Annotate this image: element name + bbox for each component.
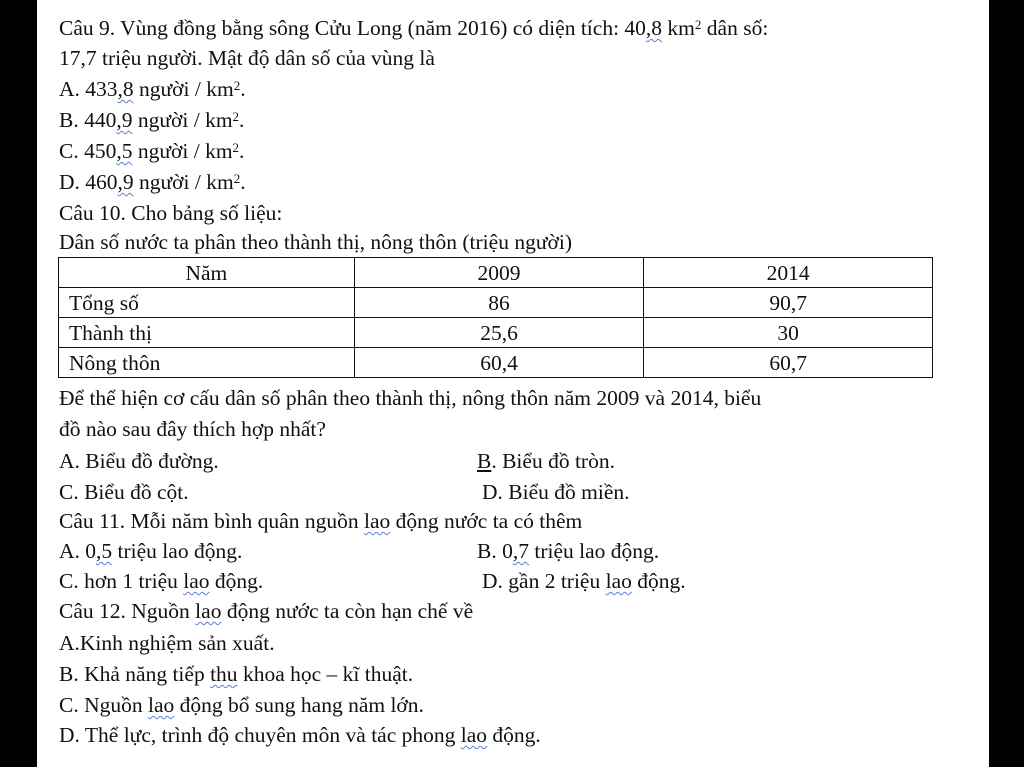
table-cell: 90,7 <box>644 288 933 318</box>
table-row <box>59 318 933 348</box>
q11-options-row2 <box>59 568 939 594</box>
q11-option-d: D. gần 2 triệu lao động. <box>482 569 686 593</box>
q9-option-d: D. 460,9 người / $km^2$. <box>59 170 246 194</box>
q10-question-line1: Để thể hiện cơ cấu dân số phân theo thành thị, nông thôn năm 2009 và 2014, biểu <box>59 386 762 410</box>
q11-options-row1 <box>59 538 939 564</box>
table-title: Dân số nước ta phân theo thành thị, nông thôn (triệu người) <box>59 230 572 254</box>
table-cell: Tổng số <box>59 288 355 318</box>
q10-options-row2 <box>59 479 939 505</box>
table-cell: 86 <box>354 288 644 318</box>
q11-option-b: B. 0,7 triệu lao động. <box>477 539 660 563</box>
q12-stem: Câu 12. Nguồn lao động nước ta còn hạn chế về <box>59 599 474 623</box>
table-cell: 25,6 <box>354 318 644 348</box>
population-table <box>58 257 933 378</box>
table-cell: 60,7 <box>644 348 933 378</box>
q10-option-d: D. Biểu đồ miền. <box>482 480 630 504</box>
q12-option-d: D. Thể lực, trình độ chuyên môn và tác phong lao động. <box>59 723 541 747</box>
table-cell: 30 <box>644 318 933 348</box>
table-header: 2014 <box>644 258 933 288</box>
table-cell: Thành thị <box>59 318 355 348</box>
q11-option-c: C. hơn 1 triệu lao động. <box>59 569 264 593</box>
table-header: 2009 <box>354 258 644 288</box>
q12-option-c: C. Nguồn lao động bổ sung hang năm lớn. <box>59 693 424 717</box>
q12-option-b: B. Khả năng tiếp thu khoa học – kĩ thuật. <box>59 662 414 686</box>
table-cell: 60,4 <box>354 348 644 378</box>
q10-option-c: C. Biểu đồ cột. <box>59 480 189 504</box>
document-page <box>37 0 989 767</box>
q12-option-a: A.Kinh nghiệm sản xuất. <box>59 631 275 655</box>
q9-option-c: C. 450,5 người / $km^2$. <box>59 139 245 163</box>
q10-option-b: B. Biểu đồ tròn. <box>477 449 615 473</box>
q11-option-a: A. 0,5 triệu lao động. <box>59 539 243 563</box>
table-cell: Nông thôn <box>59 348 355 378</box>
q11-stem: Câu 11. Mỗi năm bình quân nguồn lao động nước ta có thêm <box>59 509 583 533</box>
table-row <box>59 288 933 318</box>
q10-question-line2: đồ nào sau đây thích hợp nhất? <box>59 417 326 441</box>
q9-option-a: A. 433,8 người / $km^2$. <box>59 77 246 101</box>
q9-option-b: B. 440,9 người / $km^2$. <box>59 108 245 132</box>
q10-options-row1 <box>59 448 939 474</box>
q9-stem-line1: Câu 9. Vùng đồng bằng sông Cửu Long (năm 2016) có diện tích: 40,8 $km^2$ dân số: <box>59 16 769 40</box>
q10-stem: Câu 10. Cho bảng số liệu: <box>59 201 283 225</box>
table-row <box>59 348 933 378</box>
q9-stem-line2: 17,7 triệu người. Mật độ dân số của vùng là <box>59 46 435 70</box>
table-header: Năm <box>59 258 355 288</box>
table-header-row <box>59 258 933 288</box>
q10-option-a: A. Biểu đồ đường. <box>59 449 219 473</box>
